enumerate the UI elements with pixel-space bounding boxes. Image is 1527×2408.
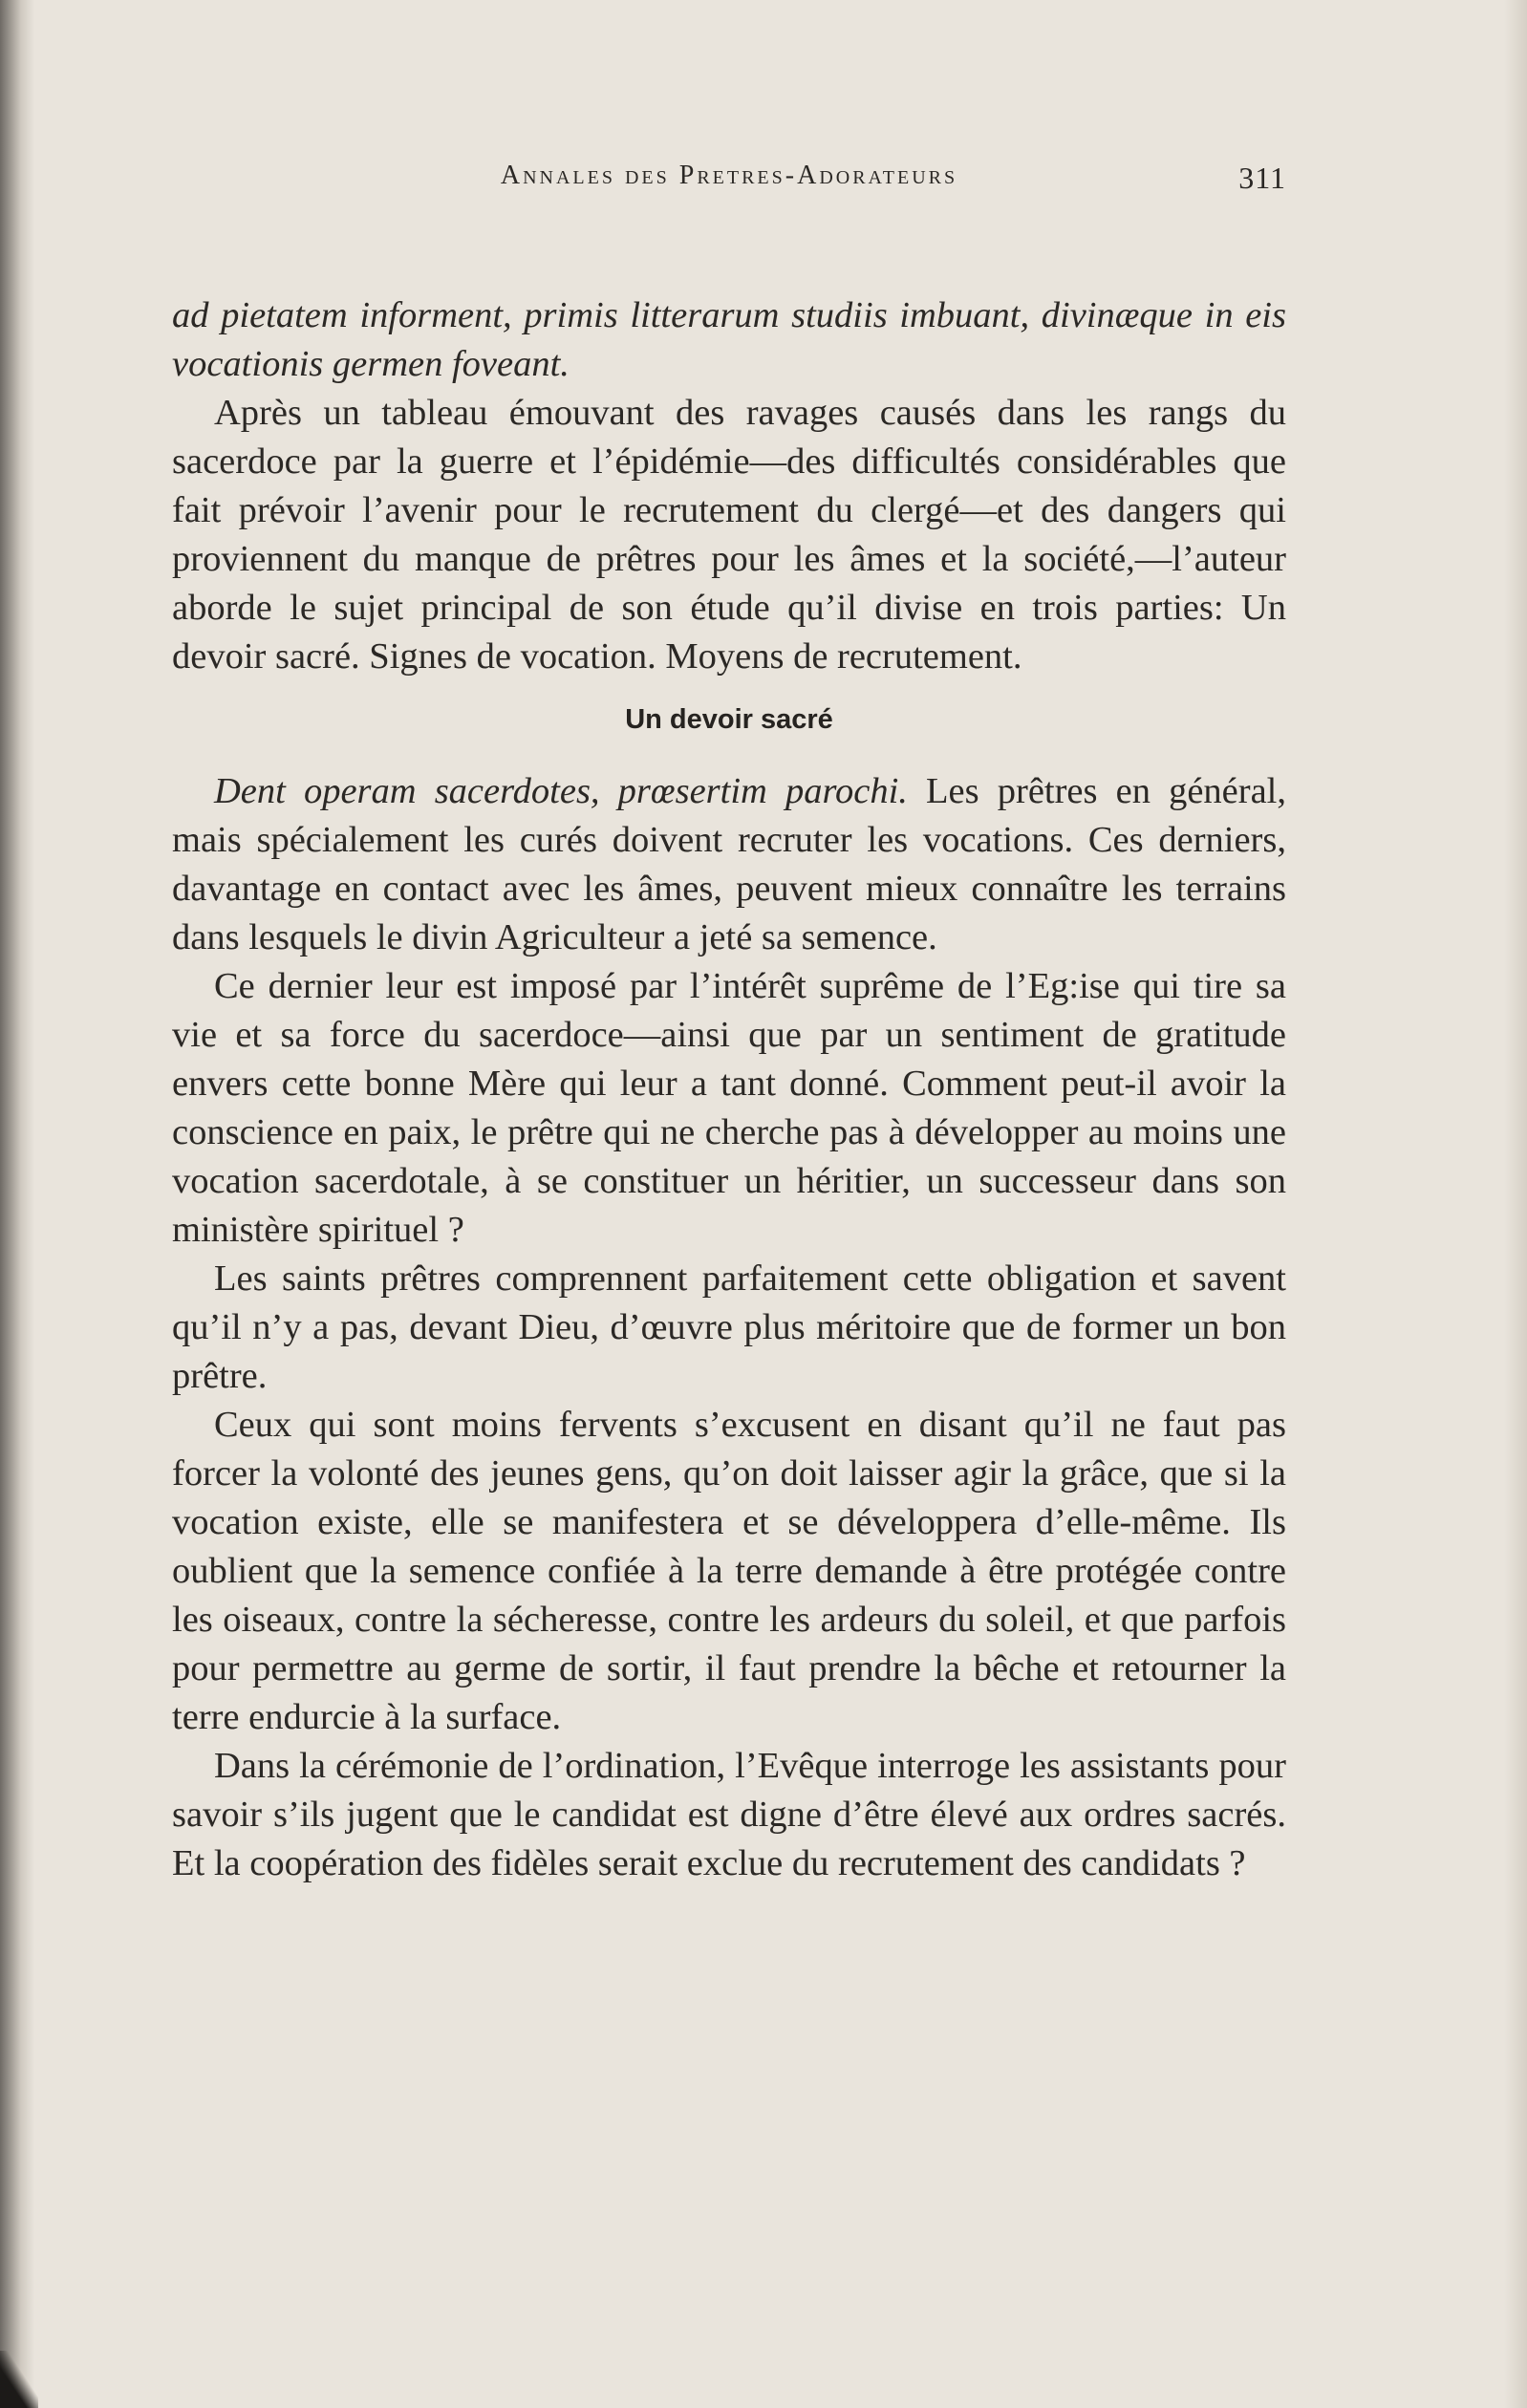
running-header xyxy=(172,161,1286,203)
book-binding-shadow xyxy=(0,0,34,2408)
paragraph-dent-operam xyxy=(172,767,1286,962)
paragraph-latin-continuation: ad pietatem informent, primis litterarum studiis imbuant, divinæque in eis vocationis germen foveant. xyxy=(172,295,1286,384)
paragraph-ordination: Dans la cérémonie de l’ordination, l’Evêque interroge les assistants pour savoir s’ils jugent que le candidat est digne d’être élevé aux ordres sacrés. Et la coopération des fidèles serait exclue du recrutement des candidats ? xyxy=(172,1746,1286,1883)
page-number: 311 xyxy=(1238,161,1286,195)
page-corner-shadow xyxy=(0,2351,38,2408)
paragraph-summary: Après un tableau émouvant des ravages causés dans les rangs du sacerdoce par la guerre et l’épidémie—des difficultés considérables que fait prévoir l’avenir pour le recrutement du clergé—et des dangers qui proviennent du manque de prêtres pour les âmes et la société,—l’auteur aborde le sujet principal de son étude qu’il divise en trois parties: Un devoir sacré. Signes de vocation. Moyens de recrutement. xyxy=(172,393,1286,677)
paragraph-text: Les prêtres en général, mais spécialement les curés doivent recruter les vocations. Ces derniers, davantage en contact avec les âmes, peuvent mieux connaître les terrains dans lesquels le divin Agriculteur a jeté sa semence. xyxy=(172,771,1286,957)
page-body xyxy=(172,291,1286,1888)
running-title: Annales des Pretres-Adorateurs xyxy=(500,161,958,190)
paragraph-moins-fervents: Ceux qui sont moins fervents s’excusent en disant qu’il ne faut pas forcer la volonté des jeunes gens, qu’on doit laisser agir la grâce, que si la vocation existe, elle se manifestera et se développera d’elle-même. Ils oublient que la semence confiée à la terre demande à être protégée contre les oiseaux, contre la sécheresse, contre les ardeurs du soleil, et que parfois pour permettre au germe de sortir, il faut prendre la bêche et retourner la terre endurcie à la surface. xyxy=(172,1405,1286,1737)
paragraph-interet-supreme: Ce dernier leur est imposé par l’intérêt suprême de l’Eg:ise qui tire sa vie et sa force du sacerdoce—ainsi que par un sentiment de gratitude envers cette bonne Mère qui leur a tant donné. Comment peut-il avoir la conscience en paix, le prêtre qui ne cherche pas à développer au moins une vocation sacerdotale, à se constituer un héritier, un successeur dans son ministère spirituel ? xyxy=(172,966,1286,1250)
paragraph-saints-pretres: Les saints prêtres comprennent parfaitement cette obligation et savent qu’il n’y a pas, devant Dieu, d’œuvre plus méritoire que de former un bon prêtre. xyxy=(172,1258,1286,1396)
section-heading: Un devoir sacré xyxy=(625,704,833,735)
latin-lead-phrase: Dent operam sacerdotes, prœsertim parochi. xyxy=(214,771,908,811)
page-edge xyxy=(1504,0,1527,2408)
